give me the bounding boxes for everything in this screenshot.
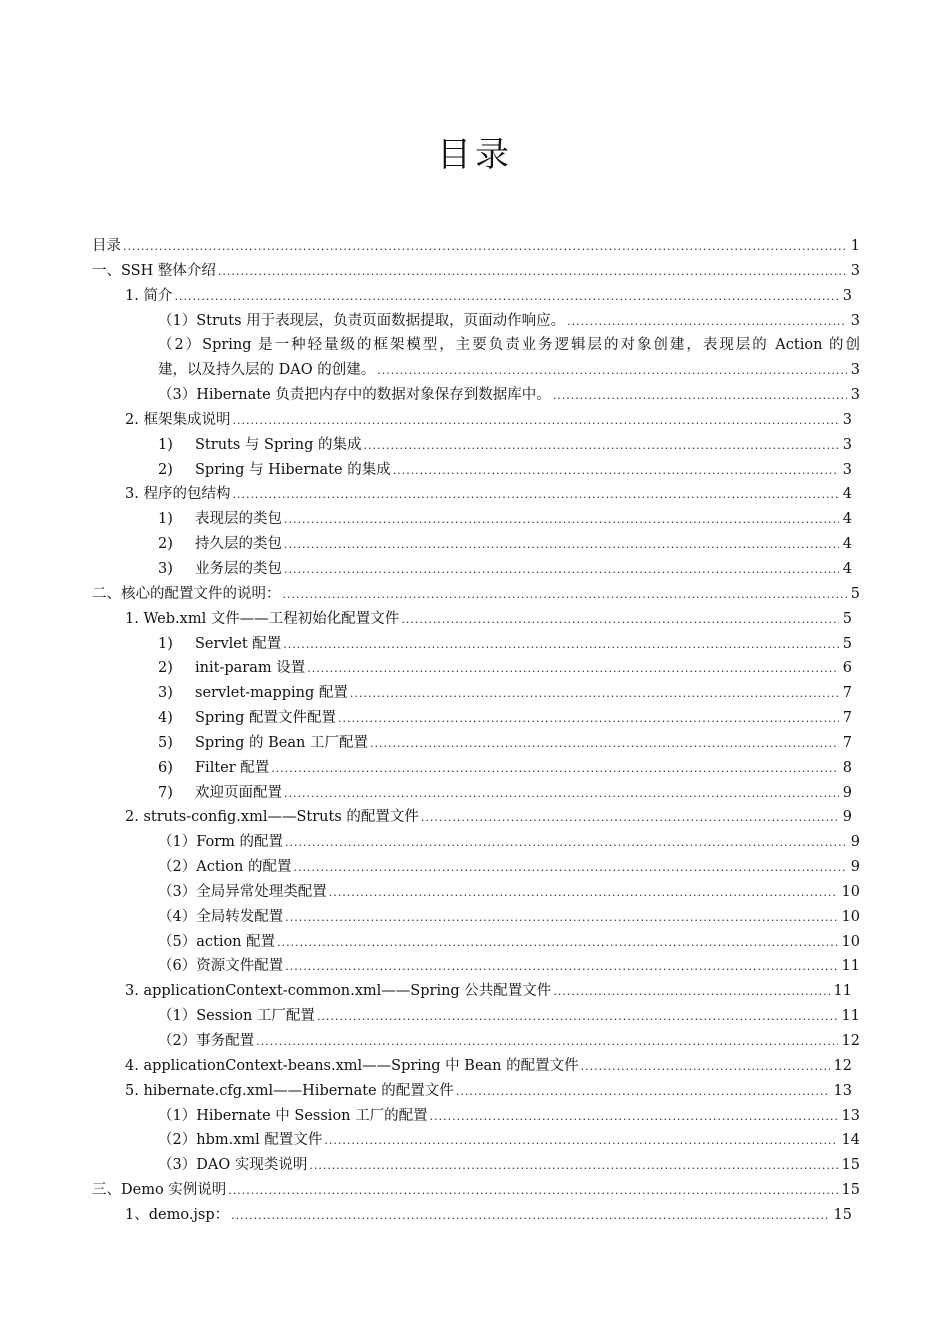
toc-page-number: 15 [841, 1157, 860, 1174]
toc-entry-text: （1）Form 的配置 [158, 834, 284, 851]
toc-page-number: 11 [833, 983, 852, 1000]
toc-entry-text: （2）Spring 是一种轻量级的框架模型，主要负责业务逻辑层的对象创建，表现层的 Action 的创 [158, 337, 860, 354]
toc-entry-number: 6) [158, 759, 173, 776]
toc-leader-dots [284, 538, 839, 551]
toc-entry-text: 二、核心的配置文件的说明： [92, 585, 281, 602]
toc-entry[interactable] [92, 702, 860, 727]
toc-page-number: 13 [833, 1082, 852, 1099]
toc-entry-text: 三、Demo 实例说明 [92, 1182, 227, 1199]
toc-entry[interactable] [92, 230, 860, 255]
toc-leader-dots [232, 488, 838, 501]
toc-entry-number: 2) [158, 536, 173, 553]
toc-page-number: 9 [850, 834, 860, 851]
toc-entry[interactable] [92, 454, 860, 479]
toc-entry-text: 目录 [92, 238, 121, 254]
toc-entry-text: 2. struts-config.xml——Struts 的配置文件 [125, 809, 419, 826]
toc-leader-dots [284, 513, 839, 526]
toc-leader-dots [284, 787, 839, 800]
toc-leader-dots [553, 389, 847, 402]
toc-entry[interactable] [92, 950, 860, 975]
toc-entry[interactable] [92, 628, 860, 653]
toc-entry-text: 2. 框架集成说明 [125, 411, 231, 428]
toc-page-number: 6 [842, 660, 852, 677]
toc-entry[interactable] [92, 1199, 860, 1224]
toc-page-number: 3 [850, 262, 860, 279]
toc-page-number: 4 [842, 486, 852, 503]
toc-entry[interactable] [92, 1075, 860, 1100]
toc-entry[interactable] [92, 478, 860, 503]
toc-entry[interactable] [92, 603, 860, 628]
toc-page-number: 10 [841, 908, 860, 925]
toc-entry-text: 1. 简介 [125, 287, 173, 304]
toc-entry-number: 2) [158, 660, 173, 677]
toc-leader-dots [553, 985, 829, 998]
toc-entry[interactable] [92, 503, 860, 528]
toc-entry-text: （2）事务配置 [158, 1033, 255, 1049]
toc-entry[interactable] [92, 305, 860, 330]
toc-leader-dots [307, 662, 839, 675]
toc-entry-text-continued: 建，以及持久层的 DAO 的创建。 [158, 362, 376, 379]
toc-page-number: 4 [842, 536, 852, 553]
toc-entry-number: 1) [158, 511, 173, 528]
toc-page-number: 12 [841, 1033, 860, 1049]
toc-entry-text: Spring 配置文件配置 [195, 710, 337, 727]
toc-entry-text: （1）Struts 用于表现层，负责页面数据提取，页面动作响应。 [158, 312, 566, 329]
toc-page-number: 7 [842, 685, 852, 702]
toc-page-number: 8 [842, 759, 852, 776]
toc-leader-dots [218, 265, 847, 278]
toc-leader-dots [377, 364, 847, 377]
toc-leader-dots [293, 861, 846, 874]
toc-leader-dots [370, 737, 839, 750]
toc-leader-dots [283, 588, 847, 601]
toc-page-number: 7 [842, 710, 852, 727]
toc-leader-dots [284, 563, 839, 576]
toc-page-number: 1 [850, 238, 860, 254]
toc-entry[interactable] [92, 379, 860, 404]
toc-entry[interactable] [92, 429, 860, 454]
toc-entry[interactable] [92, 975, 860, 1000]
toc-entry-number: 4) [158, 710, 173, 727]
toc-leader-dots [285, 960, 837, 973]
toc-entry-text: （6）资源文件配置 [158, 958, 284, 975]
toc-leader-dots [338, 712, 839, 725]
toc-leader-dots [174, 290, 838, 303]
toc-entry-text: init-param 设置 [195, 660, 306, 677]
toc-entry-text: Servlet 配置 [195, 635, 282, 652]
toc-entry[interactable] [92, 926, 860, 951]
toc-leader-dots [309, 1159, 837, 1172]
toc-entry-number: 5) [158, 734, 173, 751]
toc-page-number: 15 [833, 1206, 852, 1223]
toc-leader-dots [456, 1085, 830, 1098]
toc-leader-dots [271, 762, 838, 775]
table-of-contents [92, 230, 860, 1224]
toc-entry-text: 3. applicationContext-common.xml——Spring 公共配置文件 [125, 983, 552, 1000]
toc-page-number: 14 [841, 1132, 860, 1149]
toc-entry[interactable] [92, 826, 860, 851]
toc-leader-dots [123, 240, 847, 253]
toc-entry-text: （3）Hibernate 负责把内存中的数据对象保存到数据库中。 [158, 387, 551, 404]
toc-entry-text: 3. 程序的包结构 [125, 486, 231, 503]
toc-entry[interactable] [92, 727, 860, 752]
toc-entry-text: 持久层的类包 [195, 536, 282, 553]
toc-leader-dots [567, 315, 847, 328]
toc-entry[interactable] [92, 752, 860, 777]
toc-leader-dots [317, 1010, 838, 1023]
toc-leader-dots [329, 886, 838, 899]
toc-page-number: 10 [841, 933, 860, 950]
toc-entry-text: servlet-mapping 配置 [195, 685, 348, 702]
toc-leader-dots [256, 1035, 837, 1048]
toc-entry-number: 2) [158, 461, 173, 478]
toc-entry-number: 7) [158, 784, 173, 801]
toc-leader-dots [228, 1184, 837, 1197]
toc-entry-text: （2）Action 的配置 [158, 859, 292, 876]
toc-leader-dots [581, 1060, 830, 1073]
toc-entry-text: （3）全局异常处理类配置 [158, 883, 327, 900]
toc-entry-text: （5）action 配置 [158, 933, 276, 950]
toc-entry[interactable] [92, 1050, 860, 1075]
toc-entry[interactable] [92, 280, 860, 305]
toc-entry[interactable] [92, 1149, 860, 1174]
toc-entry[interactable] [92, 1174, 860, 1199]
toc-entry[interactable] [92, 876, 860, 901]
toc-entry-text: 4. applicationContext-beans.xml——Spring 中 Bean 的配置文件 [125, 1057, 579, 1074]
toc-entry-text: （3）DAO 实现类说明 [158, 1157, 308, 1174]
toc-page-number: 15 [841, 1182, 860, 1199]
page-title: 目录 [437, 135, 513, 175]
toc-page-number: 11 [841, 1008, 860, 1025]
toc-page-number: 5 [850, 585, 860, 602]
toc-entry[interactable] [92, 578, 860, 603]
toc-leader-dots [324, 1134, 837, 1147]
toc-entry-text: 5. hibernate.cfg.xml——Hibernate 的配置文件 [125, 1082, 454, 1099]
toc-entry[interactable] [92, 801, 860, 826]
toc-entry[interactable] [92, 777, 860, 802]
toc-entry[interactable] [92, 528, 860, 553]
toc-page-number: 9 [842, 784, 852, 801]
toc-entry-text: Filter 配置 [195, 759, 270, 776]
toc-page-number: 3 [842, 436, 852, 453]
toc-page-number: 9 [850, 859, 860, 876]
toc-entry[interactable] [92, 652, 860, 677]
toc-entry[interactable] [92, 851, 860, 876]
toc-leader-dots [401, 613, 838, 626]
toc-entry[interactable] [92, 677, 860, 702]
toc-entry-text: 一、SSH 整体介绍 [92, 262, 216, 279]
toc-leader-dots [285, 911, 837, 924]
toc-page-number: 7 [842, 734, 852, 751]
toc-page-number: 3 [842, 411, 852, 428]
toc-leader-dots [285, 836, 847, 849]
toc-page-number: 3 [850, 387, 860, 404]
toc-entry-text: 1、demo.jsp： [125, 1206, 230, 1223]
toc-page-number: 3 [850, 362, 860, 379]
toc-page-number: 3 [850, 312, 860, 329]
toc-entry-text: 1. Web.xml 文件——工程初始化配置文件 [125, 610, 400, 627]
toc-page-number: 4 [842, 560, 852, 577]
toc-page-number: 3 [842, 287, 852, 304]
toc-entry-number: 1) [158, 436, 173, 453]
toc-leader-dots [421, 811, 839, 824]
toc-entry[interactable] [92, 1025, 860, 1050]
toc-page-number: 5 [842, 635, 852, 652]
toc-entry-text: （1）Hibernate 中 Session 工厂的配置 [158, 1107, 428, 1124]
toc-entry-text: 欢迎页面配置 [195, 784, 282, 801]
toc-leader-dots [232, 414, 838, 427]
toc-page-number: 4 [842, 511, 852, 528]
toc-entry-text: Spring 的 Bean 工厂配置 [195, 734, 368, 751]
toc-page-number: 5 [842, 610, 852, 627]
toc-leader-dots [430, 1110, 838, 1123]
toc-page-number: 9 [842, 809, 852, 826]
toc-leader-dots [393, 464, 839, 477]
toc-leader-dots [283, 638, 838, 651]
toc-leader-dots [364, 439, 839, 452]
toc-entry-text: 表现层的类包 [195, 511, 282, 528]
toc-entry[interactable] [92, 901, 860, 926]
toc-page-number: 11 [841, 958, 860, 975]
toc-entry[interactable] [92, 1100, 860, 1125]
toc-leader-dots [231, 1209, 829, 1222]
toc-page-number: 3 [842, 461, 852, 478]
toc-entry[interactable] [92, 255, 860, 280]
toc-page-number: 10 [841, 883, 860, 900]
toc-entry-number: 3) [158, 560, 173, 577]
toc-entry[interactable] [92, 1124, 860, 1149]
toc-entry-text: Spring 与 Hibernate 的集成 [195, 461, 391, 478]
toc-entry-text: （2）hbm.xml 配置文件 [158, 1132, 323, 1149]
toc-page-number: 13 [841, 1107, 860, 1124]
toc-entry[interactable] [92, 1000, 860, 1025]
toc-entry-number: 1) [158, 635, 173, 652]
toc-leader-dots [350, 687, 839, 700]
toc-entry-number: 3) [158, 685, 173, 702]
toc-leader-dots [277, 936, 837, 949]
toc-entry-text: （4）全局转发配置 [158, 908, 284, 925]
toc-entry[interactable] [92, 404, 860, 429]
toc-page-number: 12 [833, 1057, 852, 1074]
toc-entry-text: 业务层的类包 [195, 560, 282, 577]
toc-entry[interactable] [92, 329, 860, 379]
toc-entry-text: （1）Session 工厂配置 [158, 1008, 315, 1025]
toc-entry-text: Struts 与 Spring 的集成 [195, 436, 362, 453]
toc-entry[interactable] [92, 553, 860, 578]
